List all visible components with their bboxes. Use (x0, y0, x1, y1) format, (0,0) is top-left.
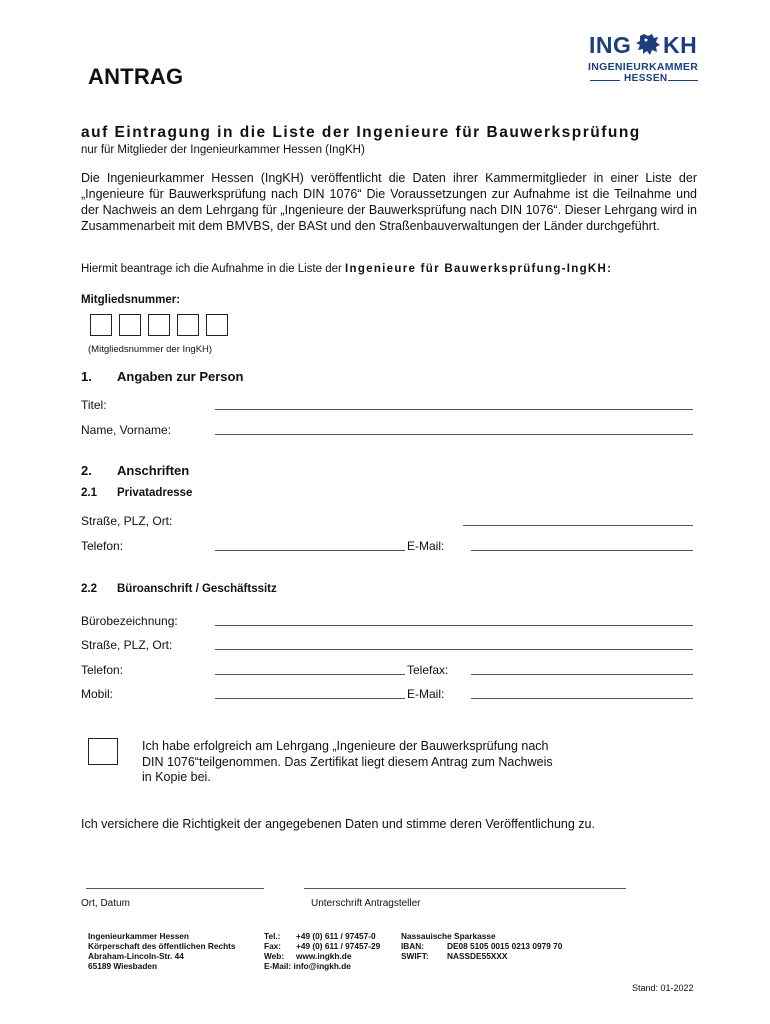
footer-address-line: Ingenieurkammer Hessen (88, 931, 189, 941)
footer-email-key: E-Mail: (264, 961, 292, 971)
logo-part-ing: ING (589, 32, 632, 58)
section-2-title: Anschriften (117, 463, 190, 478)
signature-field[interactable] (304, 888, 626, 889)
logo-rule-right (668, 80, 698, 81)
office-email-field[interactable] (471, 698, 693, 699)
request-line (81, 263, 612, 275)
footer-email-row (264, 961, 351, 971)
request-bold: Ingenieure für Bauwerksprüfung-IngKH: (345, 263, 613, 275)
section-2-2-title: Büroanschrift / Geschäftssitz (117, 583, 277, 595)
assurance-statement: Ich versichere die Richtigkeit der angegebenen Daten und stimme deren Veröffentlichung zu. (81, 817, 595, 831)
section-2-number: 2. (81, 463, 92, 478)
page-title: ANTRAG (88, 64, 184, 89)
footer-fax-value: +49 (0) 611 / 97457-29 (296, 941, 381, 951)
place-date-label: Ort, Datum (81, 898, 130, 909)
office-street-field[interactable] (215, 649, 693, 650)
lion-icon (634, 32, 662, 58)
footer-address-line: Abraham-Lincoln-Str. 44 (88, 951, 184, 961)
office-name-field[interactable] (215, 625, 693, 626)
office-mobile-field[interactable] (215, 698, 405, 699)
member-number-box-1[interactable] (90, 314, 112, 336)
office-fax-label: Telefax: (407, 663, 449, 677)
footer-web-link[interactable]: www.ingkh.de (296, 951, 352, 961)
ingkh-logo (588, 32, 706, 88)
office-name-label: Bürobezeichnung: (81, 614, 178, 628)
course-confirmation-checkbox[interactable] (88, 738, 118, 765)
footer-iban-value: DE08 5105 0015 0213 0979 70 (447, 941, 563, 951)
member-number-label: Mitgliedsnummer: (81, 294, 181, 306)
footer-bank-keys (401, 941, 429, 961)
office-email-label: E-Mail: (407, 687, 445, 701)
footer-web-key: Web: (264, 951, 285, 961)
footer-contact-values (296, 931, 380, 961)
office-phone-field[interactable] (215, 674, 405, 675)
footer-tel-key: Tel.: (264, 931, 281, 941)
place-date-field[interactable] (86, 888, 264, 889)
footer-address-line: 65189 Wiesbaden (88, 961, 158, 971)
footer-bank-values (447, 941, 562, 961)
form-subtitle: auf Eintragung in die Liste der Ingenieure für Bauwerksprüfung (81, 124, 641, 141)
request-prefix: Hiermit beantrage ich die Aufnahme in die Liste der (81, 263, 346, 275)
private-street-field[interactable] (463, 525, 693, 526)
name-label: Name, Vorname: (81, 423, 172, 437)
footer-swift-value: NASSDE55XXX (447, 951, 508, 961)
logo-line-ingenieurkammer: INGENIEURKAMMER (588, 61, 699, 73)
titel-label: Titel: (81, 398, 107, 412)
office-phone-label: Telefon: (81, 663, 124, 677)
footer-address (88, 931, 236, 971)
section-1-title: Angaben zur Person (117, 369, 244, 384)
course-confirmation-text (142, 739, 553, 786)
footer-email-link[interactable]: info@ingkh.de (293, 961, 351, 971)
section-2-2-number: 2.2 (81, 583, 97, 595)
member-number-box-3[interactable] (148, 314, 170, 336)
footer-contact-keys (264, 931, 284, 961)
private-phone-label: Telefon: (81, 539, 124, 553)
logo-part-kh: KH (663, 32, 698, 58)
footer-address-line: Körperschaft des öffentlichen Rechts (88, 941, 236, 951)
member-number-box-4[interactable] (177, 314, 199, 336)
member-number-note: (Mitgliedsnummer der IngKH) (88, 344, 213, 355)
footer-fax-key: Fax: (264, 941, 282, 951)
private-street-label: Straße, PLZ, Ort: (81, 514, 173, 528)
private-email-field[interactable] (471, 550, 693, 551)
confirmation-line-2: DIN 1076“teilgenommen. Das Zertifikat liegt diesem Antrag zum Nachweis (142, 754, 553, 769)
subtitle-note: nur für Mitglieder der Ingenieurkammer Hessen (IngKH) (81, 144, 365, 156)
logo-rule-left (590, 80, 620, 81)
name-field[interactable] (215, 434, 693, 435)
office-fax-field[interactable] (471, 674, 693, 675)
private-email-label: E-Mail: (407, 539, 445, 553)
footer-bank-name: Nassauische Sparkasse (401, 931, 496, 941)
confirmation-line-3: in Kopie bei. (142, 770, 211, 784)
section-2-1-number: 2.1 (81, 487, 97, 499)
intro-paragraph: Die Ingenieurkammer Hessen (IngKH) veröffentlicht die Daten ihrer Kammermitglieder in einer Liste der „Ingenieure für Bauwerksprüfung nach DIN 1076“ Die Voraussetzungen zur Aufnahme ist die Teilnahme und der Nachweis an dem Lehrgang für „Ingenieure der Bauwerksprüfung nach DIN 1076“. Dieser Lehrgang wird in Zusammenarbeit mit dem BMVBS, der BASt und den Straßenbauverwaltungen der Länder durchgeführt. (81, 171, 697, 233)
section-1-number: 1. (81, 369, 92, 384)
office-mobile-label: Mobil: (81, 687, 114, 701)
member-number-box-2[interactable] (119, 314, 141, 336)
private-phone-field[interactable] (215, 550, 405, 551)
version-stand: Stand: 01-2022 (632, 983, 694, 993)
office-street-label: Straße, PLZ, Ort: (81, 638, 173, 652)
titel-field[interactable] (215, 409, 693, 410)
logo-line-hessen: HESSEN (624, 73, 668, 84)
footer-tel-value: +49 (0) 611 / 97457-0 (296, 931, 376, 941)
confirmation-line-1: Ich habe erfolgreich am Lehrgang „Ingenieure der Bauwerksprüfung nach (142, 739, 549, 753)
member-number-box-5[interactable] (206, 314, 228, 336)
footer-iban-key: IBAN: (401, 941, 425, 951)
signature-label: Unterschrift Antragsteller (311, 898, 421, 909)
section-2-1-title: Privatadresse (117, 487, 193, 499)
footer-swift-key: SWIFT: (401, 951, 429, 961)
